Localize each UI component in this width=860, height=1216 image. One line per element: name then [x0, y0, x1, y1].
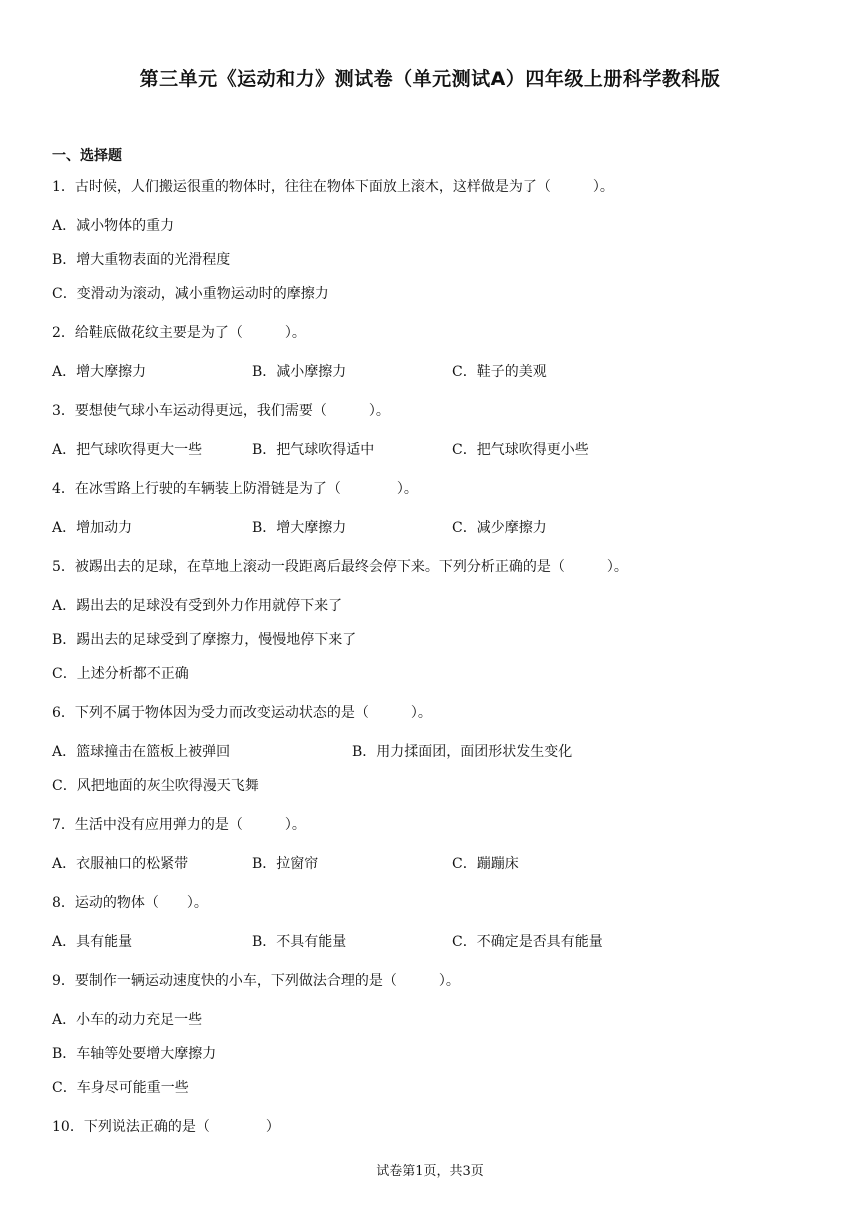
question-stem: 1．古时候，人们搬运很重的物体时，往往在物体下面放上滚木，这样做是为了（ ）。 — [52, 179, 614, 195]
option: A．具有能量 — [52, 934, 133, 950]
option-row — [52, 517, 832, 539]
option: A．衣服袖口的松紧带 — [52, 856, 189, 872]
option: B．不具有能量 — [252, 934, 347, 950]
option-row — [52, 439, 832, 461]
question-stem: 7．生活中没有应用弹力的是（ ）。 — [52, 817, 306, 833]
option: B．用力揉面团，面团形状发生变化 — [352, 744, 573, 760]
option: C．把气球吹得更小些 — [452, 442, 589, 458]
option: B．减小摩擦力 — [252, 364, 347, 380]
option: B．拉窗帘 — [252, 856, 319, 872]
question-list — [52, 176, 832, 1155]
page-footer: 试卷第1页，共3页 — [376, 1164, 484, 1179]
option: C．不确定是否具有能量 — [452, 934, 603, 950]
option: A．把气球吹得更大一些 — [52, 442, 203, 458]
option: B．增大摩擦力 — [252, 520, 347, 536]
option: A．减小物体的重力 — [52, 218, 175, 234]
option: C．减少摩擦力 — [452, 520, 547, 536]
option-row — [52, 361, 832, 383]
section-heading: 一、选择题 — [52, 148, 122, 164]
option-row — [52, 931, 832, 953]
question-stem: 8．运动的物体（ ）。 — [52, 895, 208, 911]
question-stem: 3．要想使气球小车运动得更远，我们需要（ ）。 — [52, 403, 390, 419]
question-stem: 9．要制作一辆运动速度快的小车，下列做法合理的是（ ）。 — [52, 973, 460, 989]
option: A．增加动力 — [52, 520, 133, 536]
question-stem: 10．下列说法正确的是（ ） — [52, 1119, 280, 1135]
option: A．增大摩擦力 — [52, 364, 147, 380]
question-stem: 2．给鞋底做花纹主要是为了（ ）。 — [52, 325, 306, 341]
option-row — [52, 853, 832, 875]
option: B．把气球吹得适中 — [252, 442, 375, 458]
option: A．小车的动力充足一些 — [52, 1012, 203, 1028]
option: C．变滑动为滚动，减小重物运动时的摩擦力 — [52, 286, 329, 302]
exam-title: 第三单元《运动和力》测试卷（单元测试A）四年级上册科学教科版 — [139, 68, 721, 90]
option: C．上述分析都不正确 — [52, 666, 189, 682]
option: B．增大重物表面的光滑程度 — [52, 252, 231, 268]
question-stem: 5．被踢出去的足球，在草地上滚动一段距离后最终会停下来。下列分析正确的是（ ）。 — [52, 559, 628, 575]
question-stem: 6．下列不属于物体因为受力而改变运动状态的是（ ）。 — [52, 705, 432, 721]
option: C．风把地面的灰尘吹得漫天飞舞 — [52, 778, 259, 794]
option: C．车身尽可能重一些 — [52, 1080, 189, 1096]
option: C．蹦蹦床 — [452, 856, 519, 872]
option: A．踢出去的足球没有受到外力作用就停下来了 — [52, 598, 343, 614]
option: B．车轴等处要增大摩擦力 — [52, 1046, 217, 1062]
option: A．篮球撞击在篮板上被弹回 — [52, 744, 231, 760]
option: B．踢出去的足球受到了摩擦力，慢慢地停下来了 — [52, 632, 357, 648]
question-stem: 4．在冰雪路上行驶的车辆装上防滑链是为了（ ）。 — [52, 481, 418, 497]
option-row — [52, 741, 832, 763]
option: C．鞋子的美观 — [452, 364, 547, 380]
